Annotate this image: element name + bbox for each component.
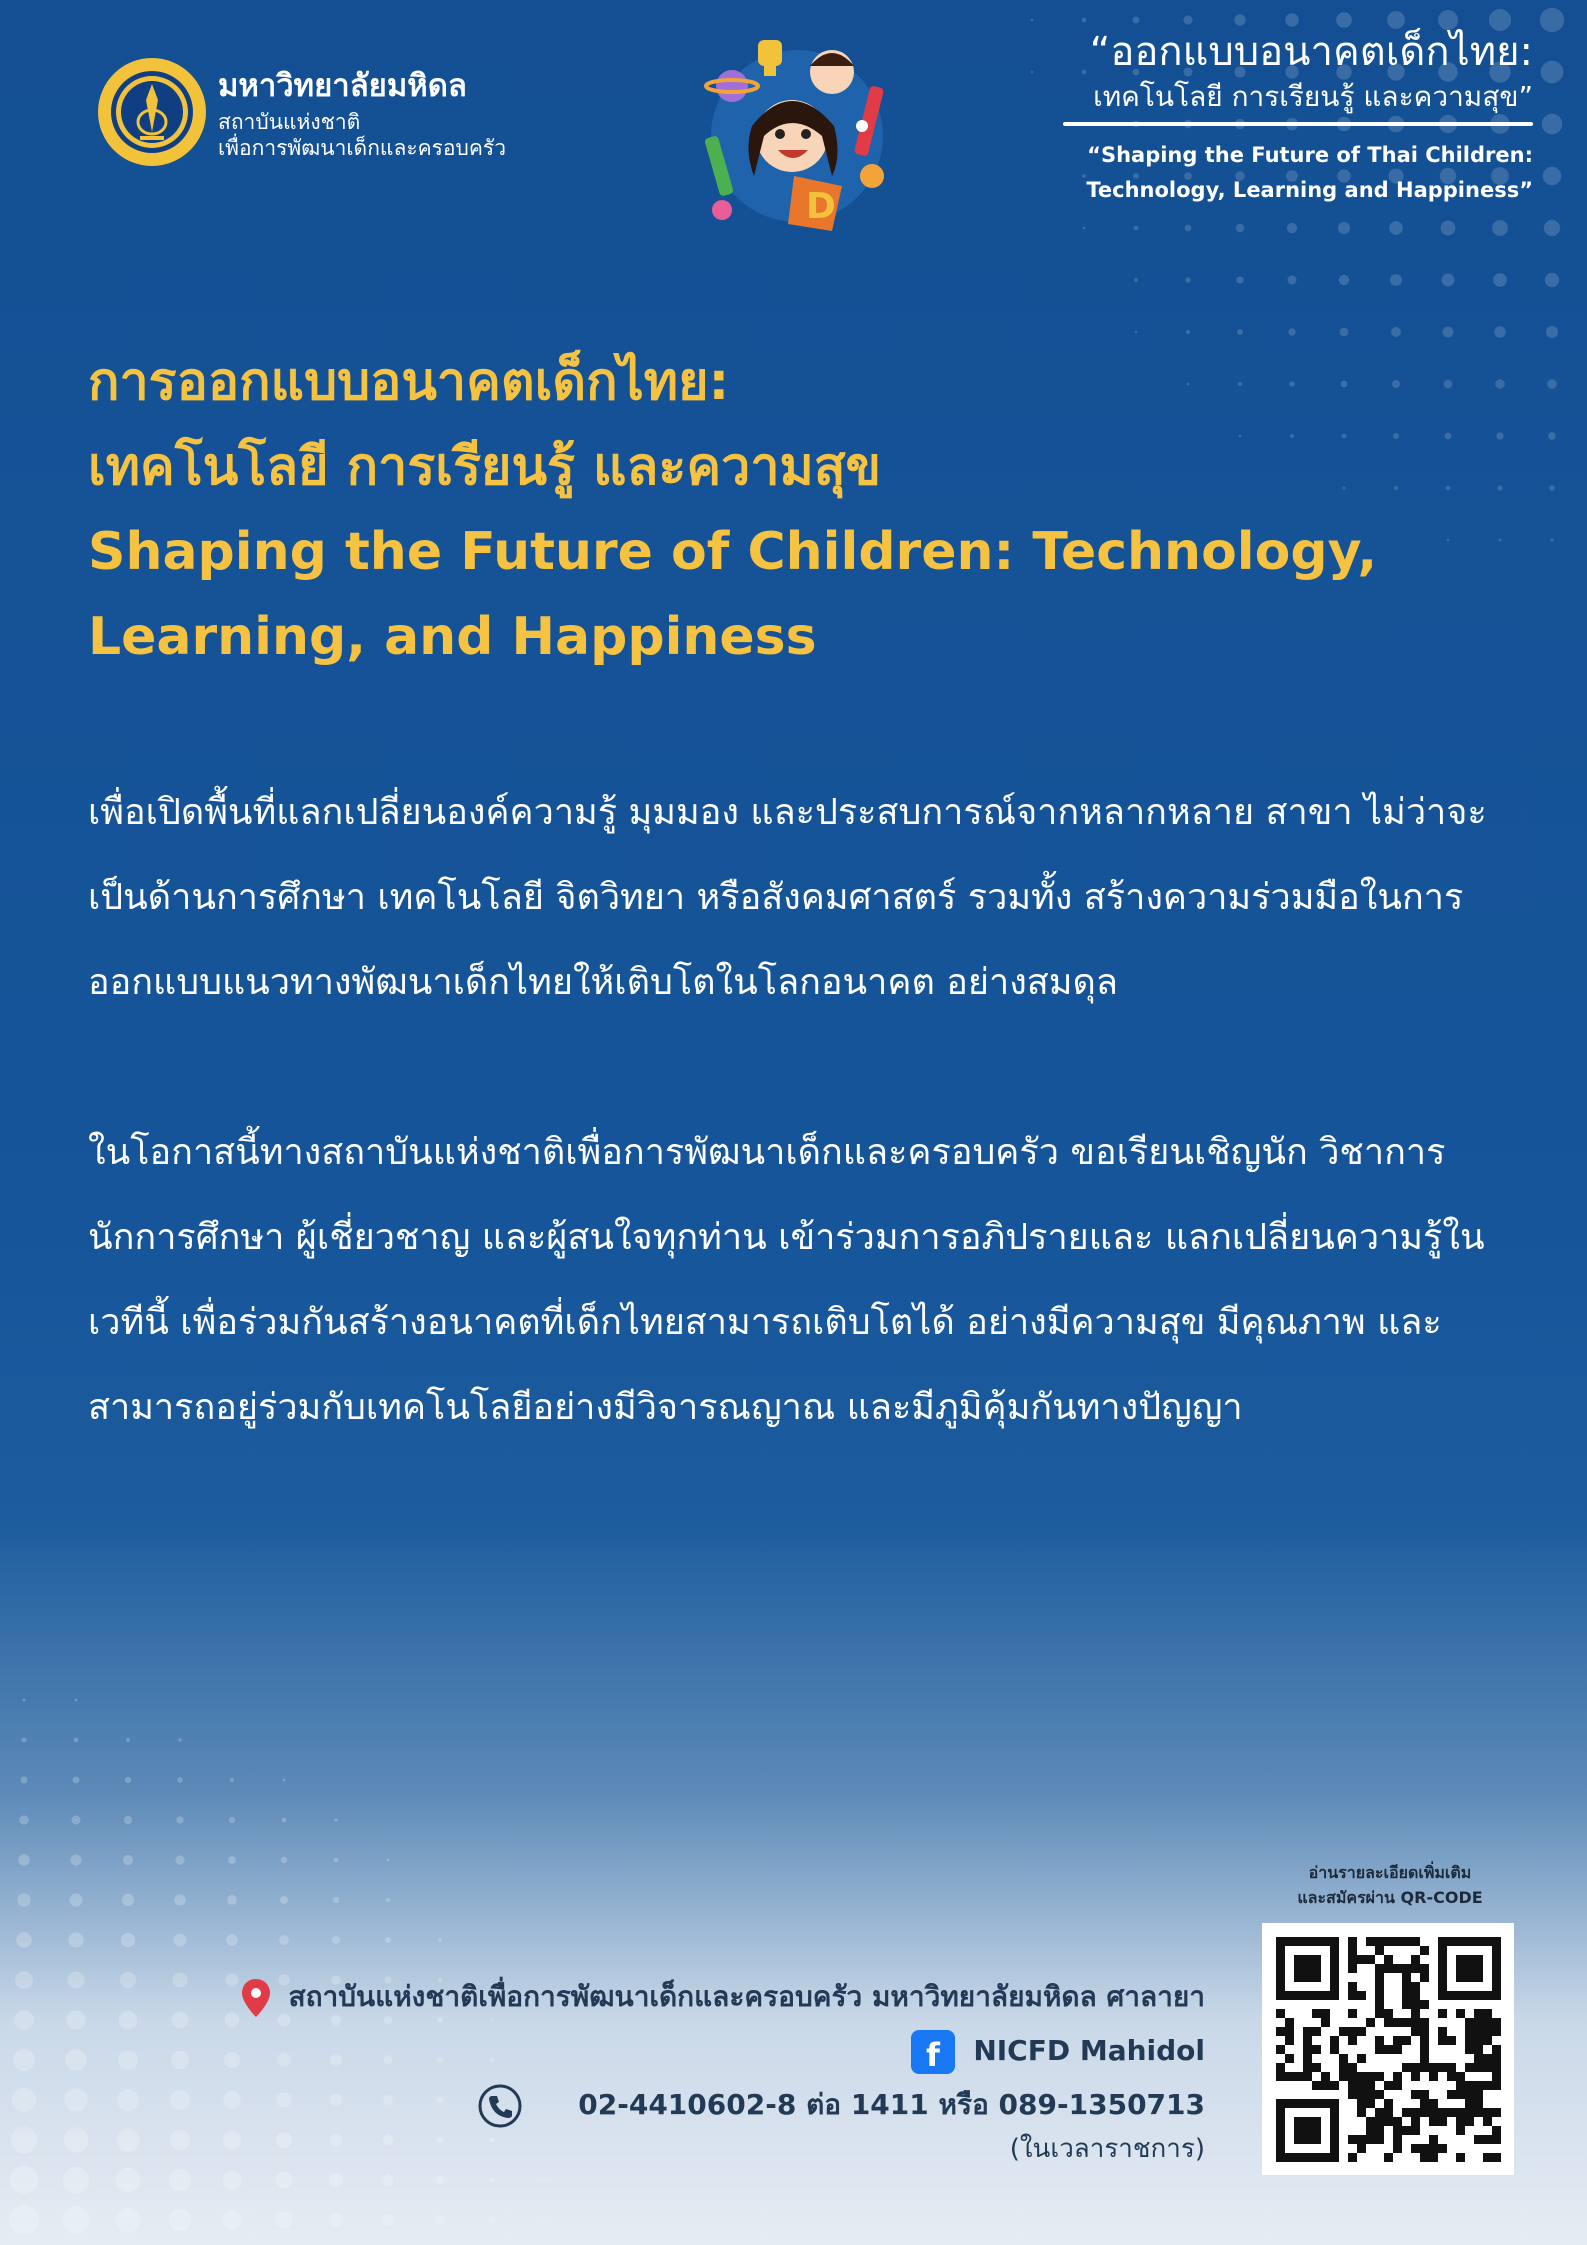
event-tagline: [913, 26, 1533, 208]
heading-thai-line1: การออกแบบอนาคตเด็กไทย:: [88, 352, 730, 412]
heading-thai-line2: เทคโนโลยี การเรียนรู้ และความสุข: [88, 437, 882, 497]
location-pin-icon: [242, 1979, 270, 2017]
contact-facebook[interactable]: NICFD Mahidol: [973, 2034, 1205, 2067]
contact-facebook-row[interactable]: [105, 2024, 1205, 2078]
tagline-english: [913, 138, 1533, 208]
tagline-thai-line1: “ออกแบบอนาคตเด็กไทย:: [1089, 29, 1533, 75]
qr-label-line1: อ่านรายละเอียดเพิ่มเติม: [1308, 1863, 1472, 1882]
institute-name-line1: สถาบันแห่งชาติ: [218, 110, 361, 134]
facebook-icon[interactable]: [911, 2030, 955, 2074]
tagline-english-line2: Technology, Learning and Happiness”: [1086, 178, 1533, 202]
svg-text:D: D: [806, 186, 836, 227]
university-name: มหาวิทยาลัยมหิดล: [218, 68, 467, 104]
heading-english: Shaping the Future of Children: Technology, Learning, and Happiness: [88, 522, 1378, 667]
university-seal-icon: [96, 56, 208, 168]
body-text: [88, 770, 1508, 1535]
qr-label: [1255, 1860, 1525, 1910]
qr-label-line2: และสมัครผ่าน QR-CODE: [1297, 1888, 1483, 1907]
tagline-english-line1: “Shaping the Future of Thai Children:: [1087, 143, 1533, 167]
contact-phone: 02-4410602-8 ต่อ 1411 หรือ 089-1350713: [578, 2088, 1205, 2121]
institute-name-line2: เพื่อการพัฒนาเด็กและครอบครัว: [218, 136, 506, 160]
qr-code-icon[interactable]: [1262, 1923, 1514, 2175]
kids-illustration: [692, 26, 902, 246]
contact-address-row: [105, 1970, 1205, 2024]
contact-hours: (ในเวลาราชการ): [1009, 2134, 1205, 2164]
body-paragraph-2: ในโอกาสนี้ทางสถาบันแห่งชาติเพื่อการพัฒนาเด็กและครอบครัว ขอเรียนเชิญนัก วิชาการ นักการศึกษา ผู้เชี่ยวชาญ และผู้สนใจทุกท่าน เข้าร่วมการอภิปรายและ แลกเปลี่ยนความรู้ในเวทีนี้ เพื่อร่วมกันสร้างอนาคตที่เด็กไทยสามารถเติบโตได้ อย่างมีความสุข มีคุณภาพ และสามารถอยู่ร่วมกับเทคโนโลยีอย่างมีวิจารณญาณ และมีภูมิคุ้มกันทางปัญญา: [88, 1132, 1485, 1428]
tagline-thai-line2: เทคโนโลยี การเรียนรู้ และความสุข”: [1093, 80, 1533, 113]
phone-icon: [478, 2084, 522, 2128]
university-logo-block: [96, 56, 536, 166]
qr-code[interactable]: [1262, 1923, 1514, 2175]
contact-phone-row: [105, 2078, 1205, 2132]
tagline-underline: [1063, 122, 1533, 126]
main-heading: [88, 340, 1518, 680]
body-paragraph-1: เพื่อเปิดพื้นที่แลกเปลี่ยนองค์ความรู้ มุมมอง และประสบการณ์จากหลากหลาย สาขา ไม่ว่าจะเป็นด้านการศึกษา เทคโนโลยี จิตวิทยา หรือสังคมศาสตร์ รวมทั้ง สร้างความร่วมมือในการออกแบบแนวทางพัฒนาเด็กไทยให้เติบโตในโลกอนาคต อย่างสมดุล: [88, 792, 1487, 1003]
svg-text:f: f: [926, 2036, 941, 2074]
contact-info: [105, 1970, 1205, 2166]
contact-address: สถาบันแห่งชาติเพื่อการพัฒนาเด็กและครอบครัว มหาวิทยาลัยมหิดล ศาลายา: [288, 1980, 1205, 2013]
